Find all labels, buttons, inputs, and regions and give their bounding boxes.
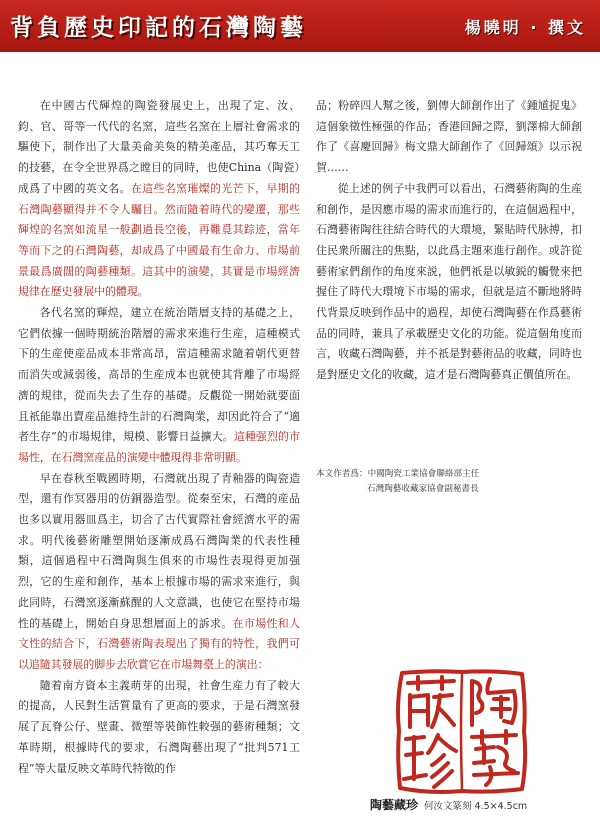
author-note-label: 本文作者爲： (316, 469, 368, 479)
article-title: 背負歷史印記的石灣陶藝 (10, 15, 307, 41)
paragraph (18, 96, 300, 303)
paragraph (18, 469, 300, 676)
paragraph (316, 179, 582, 386)
paragraph-text: 隨着南方資本主義萌芽的出現，社會生産力有了較大的提高，人民對生活質量有了更高的要求，于是石灣窯發展了瓦脊公仔、壁畫、微塑等裝飾性較强的藝術種類；文革時期，根據時代的要求，石灣陶藝出現了“批判571工程”等大量反映文革時代特徵的作 (18, 678, 300, 775)
paragraph-text: 在中國古代輝煌的陶瓷發展史上，出現了定、汝、鈞、官、哥等一代代的名窯，這些名窯在上層社會需求的驅使下，制作出了大量美侖美奐的精美產品，其巧奪天工的技藝，在令全世界爲之瞠目的同時，也使China（陶瓷）成爲了中國的英文名。 (18, 99, 300, 195)
seal-caption (370, 796, 527, 813)
author-position-2: 石灣陶藝收藏家協會副秘書長 (367, 484, 479, 494)
article-author: 楊曉明 · 撰文 (464, 18, 586, 37)
highlighted-text: 這種强烈的市場性，在石灣窯産品的演變中體現得非常明顯。 (18, 430, 300, 464)
paragraph (18, 303, 300, 469)
paragraph (316, 96, 582, 179)
article-header (0, 0, 600, 52)
seal-caption-title: 陶藝藏珍 (370, 798, 419, 812)
paragraph-text: 各代名窯的輝煌，建立在統治階層支持的基礎之上，它們依據一個時期統治階層的需求來進行生産，這種模式下的生産使産品成本非常高昂，當這種需求隨着朝代更替而消失或減弱後，高昂的生産成本也就使其背離了市場經濟的規律，從而失去了生存的基礎。反觀從一開始就要面且祇能靠出賣産品維持生計的石灣陶業，却因此符合了“適者生存”的市場規律，規模、影響日益擴大。 (18, 306, 300, 444)
seal-stamp-image (394, 667, 530, 795)
right-text-column (316, 96, 582, 386)
author-note-line (316, 482, 582, 497)
seal-caption-detail: 何汝文篆刻 4.5×4.5cm (424, 801, 528, 812)
left-text-column (18, 96, 300, 779)
paragraph-text: 從上述的例子中我們可以看出，石灣藝術陶的生産和創作，是因應市場的需求而進行的，在這個過程中，石灣藝術陶往往結合時代的大環境，緊貼時代脉搏，扣住民衆所關注的焦點，以此爲主題來進行創作。或許從藝術家們創作的角度來説，他們祇是以敏鋭的觸覺來把握住了時代大環境下市場的需求，但就是這不斷地將時代背景反映到作品中的過程，却使石灣陶藝在作爲藝術品的同時，兼具了承載歷史文化的功能。從這個角度而言，收藏石灣陶藝，并不祇是對藝術品的收藏，同時也是對歷史文化的收藏，這才是石灣陶藝真正價值所在。 (316, 181, 582, 382)
highlighted-text: 在市場性和人文性的結合下，石灣藝術陶表現出了獨有的特性，我們可以追隨其發展的脚步去欣賞它在市場舞臺上的演出： (18, 616, 300, 671)
author-position-1: 中國陶瓷工業協會聯絡部主任 (367, 469, 480, 479)
author-note (316, 467, 582, 497)
paragraph (18, 676, 300, 780)
author-note-line (316, 467, 582, 482)
highlighted-text: 在這些名窯璀燦的光芒下，早期的石灣陶藝顯得并不令人矚目。然而隨着時代的變遷，那些輝煌的名窯如流星一般劃過長空後，再難覓其踪迹，當年等而下之的石灣陶藝，却成爲了中國最有生命力、市場前景最爲廣闊的陶藝種類。這其中的演變，其實是市場經濟規律在歷史發展中的體現。 (18, 181, 300, 299)
paragraph-text: 品；粉碎四人幫之後，劉傳大師創作出了《鍾馗捉鬼》這個象徵性極强的作品；香港回歸之際，劉澤棉大師創作了《喜慶回歸》梅文鼎大師創作了《回歸頌》以示祝賀…… (316, 99, 582, 175)
paragraph-text: 早在春秋至戰國時期，石灣就出現了青釉器的陶瓷造型，還有作冥器用的仿銅器造型。從秦至宋，石灣的産品也多以實用器皿爲主，切合了古代實際社會經濟水平的需求。明代後藝術雕塑開始逐漸成爲石灣陶業的代表性種類，這個過程中石灣陶與生俱來的市場性表現得更加强烈，它的生産和創作，基本上根據市場的需求來進行，與此同時，石灣窯逐漸蘇醒的人文意識，也使它在堅持市場性的基礎上，開始自身思想層面上的訴求。 (18, 471, 300, 630)
